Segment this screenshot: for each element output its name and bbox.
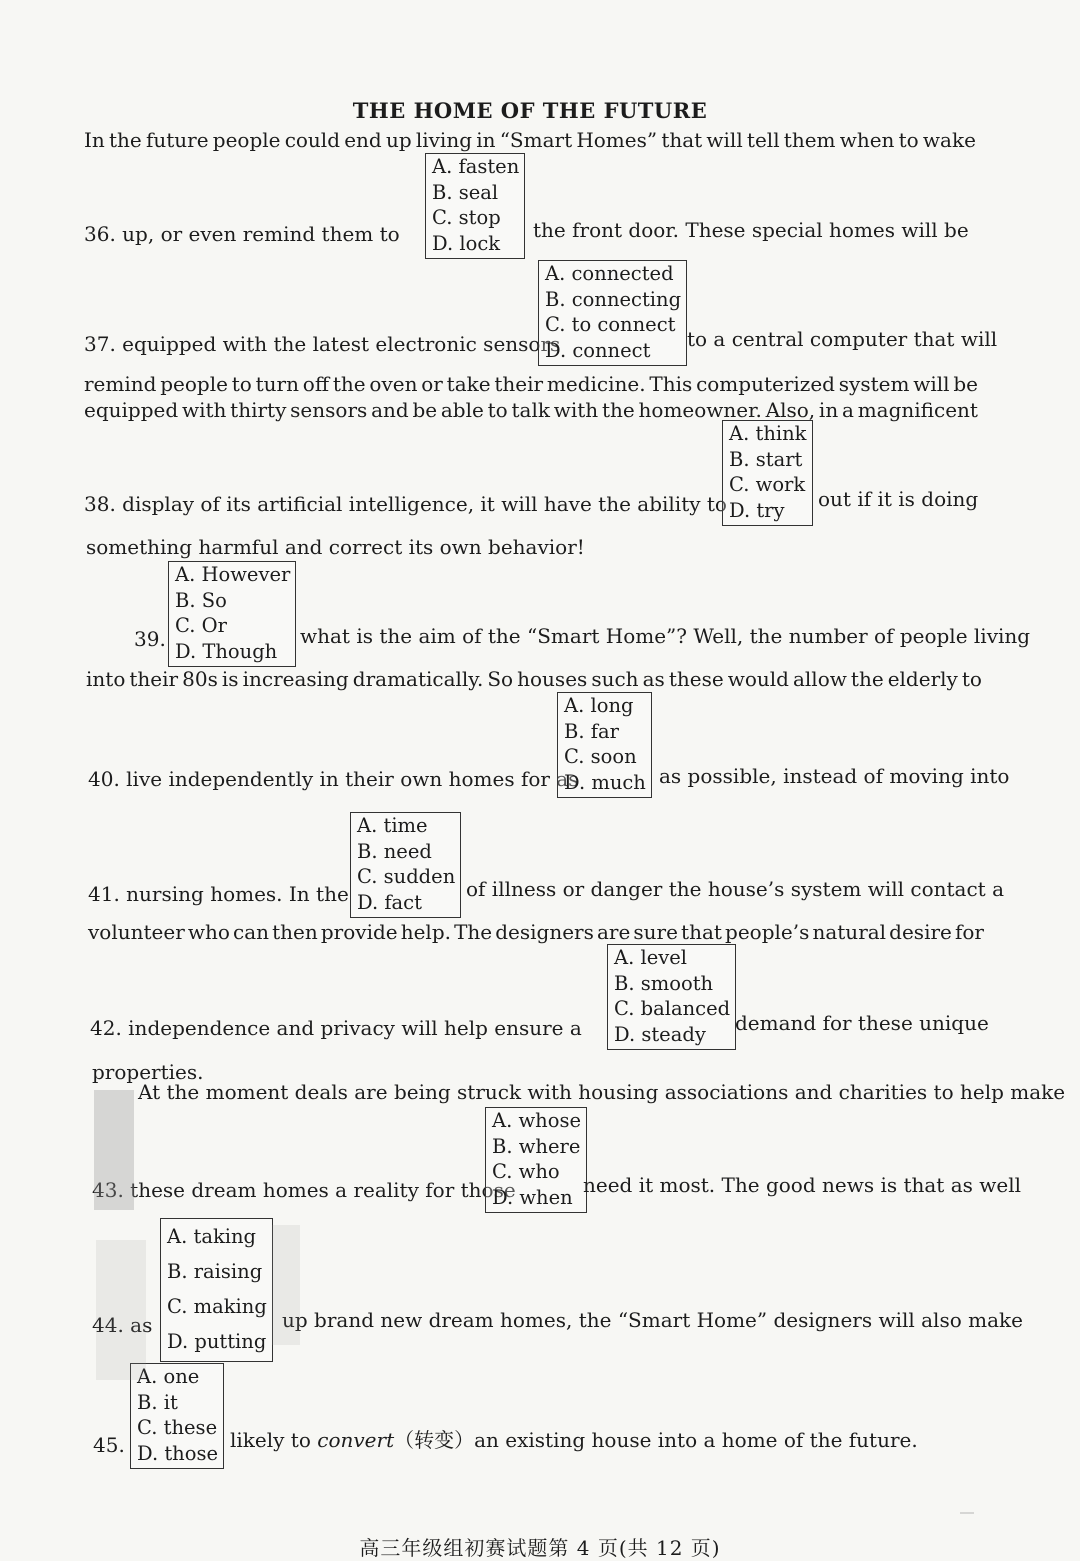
passage-line (84, 398, 978, 422)
word: desire (889, 920, 952, 944)
question-41-prefix: 41. nursing homes. In the (88, 882, 349, 906)
question-43-suffix: need it most. The good news is that as well (583, 1173, 1021, 1197)
word: in (476, 128, 496, 152)
question-43-prefix: 43. these dream homes a reality for those (92, 1178, 516, 1202)
passage-line (84, 372, 978, 396)
question-36-suffix: the front door. These special homes will be (533, 218, 969, 242)
word: 80s (182, 667, 218, 691)
question-38-prefix: 38. display of its artificial intelligence, it will have the ability to (84, 492, 727, 516)
question-45-number: 45. (93, 1433, 125, 1457)
word: are (596, 920, 631, 944)
question-42-prefix: 42. independence and privacy will help ensure a (90, 1016, 582, 1040)
question-36-options[interactable] (425, 153, 525, 259)
word: up (385, 128, 412, 152)
word: provide (320, 920, 398, 944)
word: Also, (765, 398, 816, 422)
option-a[interactable]: A. long (564, 694, 634, 717)
option-c[interactable]: C. these (137, 1416, 218, 1439)
option-a[interactable]: A. time (357, 814, 428, 837)
word: houses (517, 667, 588, 691)
option-d[interactable]: D. steady (614, 1022, 706, 1046)
word: to (231, 372, 252, 396)
word: talk (511, 398, 550, 422)
word: the (108, 128, 142, 152)
word: then (272, 920, 318, 944)
option-c[interactable]: C. balanced (614, 997, 731, 1020)
question-44-options[interactable] (160, 1218, 273, 1362)
question-38-suffix: out if it is doing (818, 487, 979, 511)
word: be (953, 372, 978, 396)
option-c[interactable]: C. stop (432, 206, 501, 229)
option-d[interactable]: D. when (492, 1185, 573, 1209)
word: sure (633, 920, 678, 944)
word: end (344, 128, 382, 152)
word: and (371, 398, 409, 422)
option-b[interactable]: B. So (175, 588, 227, 612)
option-b[interactable]: B. raising (167, 1260, 263, 1283)
passage-line (88, 920, 984, 944)
passage-line (86, 667, 982, 691)
question-39-suffix: what is the aim of the “Smart Home”? Well, the number of people living (300, 624, 1031, 648)
italic-word: convert (317, 1428, 395, 1452)
question-45-suffix (230, 1428, 918, 1452)
passage-line: something harmful and correct its own behavior! (86, 535, 585, 559)
word: the (601, 398, 635, 422)
question-40-suffix: as possible, instead of moving into (659, 764, 1010, 788)
question-39-number: 39. (134, 627, 166, 651)
option-d[interactable]: D. much (564, 770, 646, 794)
passage-line: properties. (92, 1060, 204, 1084)
option-a[interactable]: A. However (175, 563, 291, 586)
word: can (233, 920, 270, 944)
word: So (487, 667, 514, 691)
word: such (591, 667, 639, 691)
option-c[interactable]: C. to connect (545, 313, 676, 336)
word: into (86, 667, 126, 691)
word: a (841, 398, 854, 422)
word: will (913, 372, 950, 396)
word: system (838, 372, 910, 396)
word: that (661, 128, 703, 152)
word: with (553, 398, 599, 422)
question-44-prefix: 44. as (92, 1313, 153, 1337)
word: turn (255, 372, 299, 396)
option-c[interactable]: C. work (729, 473, 806, 496)
word: for (954, 920, 984, 944)
option-a[interactable]: A. think (729, 422, 807, 445)
question-43-options[interactable] (485, 1107, 587, 1213)
question-41-suffix: of illness or danger the house’s system will contact a (466, 877, 1004, 901)
line-text: （转变）an existing house into a home of the future. (394, 1428, 918, 1452)
word: sensors (290, 398, 368, 422)
option-a[interactable]: A. connected (545, 262, 674, 285)
word: their (129, 667, 179, 691)
word: computerized (696, 372, 835, 396)
word: be (412, 398, 438, 422)
question-37-options[interactable] (538, 260, 687, 366)
option-a[interactable]: A. taking (167, 1225, 257, 1248)
scan-noise (94, 1090, 134, 1210)
word: to (487, 398, 508, 422)
option-b[interactable]: B. far (564, 719, 619, 743)
line-text: likely to (230, 1428, 318, 1452)
question-40-prefix: 40. live independently in their own homes for as (88, 767, 579, 791)
question-42-options[interactable] (607, 944, 736, 1050)
question-37-prefix: 37. equipped with the latest electronic sensors (84, 332, 561, 356)
word: people (160, 372, 228, 396)
word: in (818, 398, 839, 422)
word: future (145, 128, 209, 152)
word: or (421, 372, 443, 396)
word: magnificent (857, 398, 978, 422)
option-d[interactable]: D. connect (545, 338, 651, 362)
word: as (642, 667, 665, 691)
word: the (332, 372, 366, 396)
passage-line: At the moment deals are being struck with housing associations and charities to help make (138, 1080, 1066, 1104)
word: their (494, 372, 544, 396)
word: natural (812, 920, 887, 944)
word: is (221, 667, 239, 691)
option-b[interactable]: B. need (357, 839, 432, 863)
option-d[interactable]: D. those (137, 1441, 219, 1465)
option-b[interactable]: B. it (137, 1390, 178, 1414)
question-41-options[interactable] (350, 812, 461, 918)
option-c[interactable]: C. making (167, 1295, 267, 1318)
option-b[interactable]: B. connecting (545, 287, 682, 311)
word: these (668, 667, 724, 691)
scan-noise (960, 1512, 974, 1514)
word: In (84, 128, 105, 152)
word: them (783, 128, 836, 152)
word: oven (369, 372, 418, 396)
option-b[interactable]: B. smooth (614, 971, 714, 995)
word: living (415, 128, 473, 152)
option-b[interactable]: B. start (729, 447, 803, 471)
option-d[interactable]: D. try (729, 498, 785, 522)
option-d[interactable]: D. putting (167, 1330, 267, 1353)
word: homeowner. (638, 398, 762, 422)
word: to (898, 128, 919, 152)
word: increasing (242, 667, 349, 691)
option-d[interactable]: D. fact (357, 890, 422, 914)
option-c[interactable]: C. soon (564, 745, 637, 768)
option-d[interactable]: D. lock (432, 231, 501, 255)
word: people’s (725, 920, 810, 944)
option-a[interactable]: A. level (614, 946, 688, 969)
question-39-options[interactable] (168, 561, 296, 667)
word: wake (922, 128, 976, 152)
word: thirty (230, 398, 287, 422)
word: who (187, 920, 230, 944)
question-37-suffix: to a central computer that will (687, 327, 998, 351)
scan-noise (96, 1240, 146, 1380)
word: with (181, 398, 227, 422)
word: remind (84, 372, 157, 396)
word: volunteer (88, 920, 185, 944)
passage-line (84, 128, 976, 152)
question-38-options[interactable] (722, 420, 813, 526)
word: people (212, 128, 281, 152)
option-b[interactable]: B. seal (432, 180, 499, 204)
word: will (706, 128, 743, 152)
option-a[interactable]: A. whose (492, 1109, 582, 1132)
word: allow (792, 667, 847, 691)
word: able (440, 398, 484, 422)
word: dramatically. (352, 667, 484, 691)
option-a[interactable]: A. fasten (432, 155, 520, 178)
question-40-options[interactable] (557, 692, 652, 798)
question-42-suffix: demand for these unique (735, 1011, 989, 1035)
word: off (302, 372, 330, 396)
word: when (839, 128, 895, 152)
page-footer: 高三年级组初赛试题第 4 页(共 12 页) (359, 1536, 721, 1560)
word: elderly (887, 667, 958, 691)
option-c[interactable]: C. Or (175, 614, 227, 637)
word: This (649, 372, 693, 396)
word: to (961, 667, 982, 691)
word: medicine. (546, 372, 646, 396)
word: would (727, 667, 789, 691)
word: help. (400, 920, 451, 944)
option-a[interactable]: A. one (137, 1365, 200, 1388)
word: “Smart (499, 128, 573, 152)
word: could (284, 128, 341, 152)
word: equipped (84, 398, 179, 422)
scan-noise (272, 1225, 300, 1345)
word: The (454, 920, 493, 944)
option-b[interactable]: B. where (492, 1134, 581, 1158)
question-44-suffix: up brand new dream homes, the “Smart Home” designers will also make (282, 1308, 1023, 1332)
word: that (681, 920, 722, 944)
question-36-prefix: 36. up, or even remind them to (84, 222, 400, 246)
word: Homes” (576, 128, 658, 152)
word: tell (746, 128, 780, 152)
option-c[interactable]: C. who (492, 1160, 560, 1183)
option-d[interactable]: D. Though (175, 639, 278, 663)
option-c[interactable]: C. sudden (357, 865, 456, 888)
word: take (446, 372, 491, 396)
passage-title: THE HOME OF THE FUTURE (352, 98, 708, 123)
word: the (850, 667, 884, 691)
word: designers (495, 920, 594, 944)
